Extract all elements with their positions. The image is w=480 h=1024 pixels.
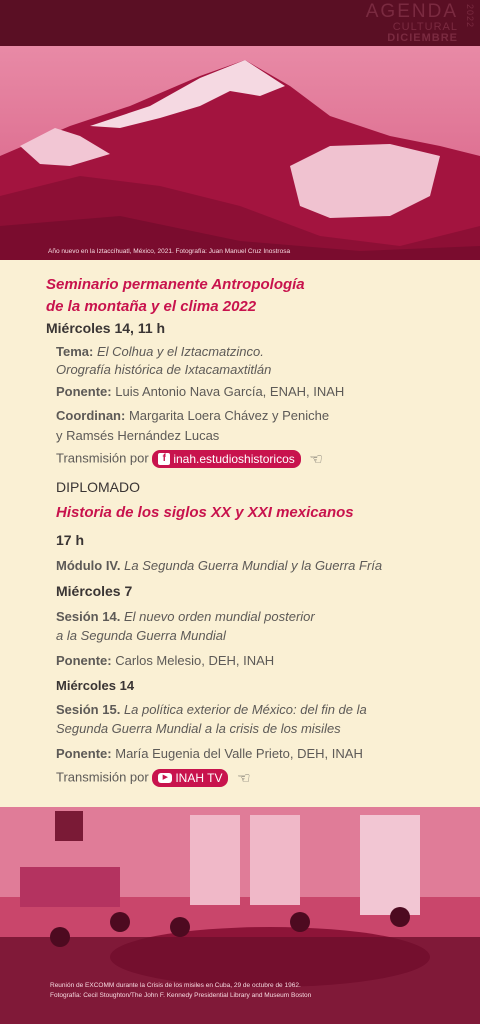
ponente2-name: María Eugenia del Valle Prieto, DEH, INAH [115, 746, 363, 761]
seminario-title-line1: Seminario permanente Antropología [46, 276, 305, 293]
tema-line2: Orografía histórica de Ixtacamaxtitlán [56, 362, 272, 377]
sesion14-line1: El nuevo orden mundial posterior [123, 609, 315, 624]
meeting-photo [0, 807, 480, 1024]
top-banner [0, 0, 480, 46]
youtube-icon: ▶ [158, 773, 172, 783]
coordinan-line1: Margarita Loera Chávez y Peniche [128, 408, 330, 423]
inahtv-channel-name: INAH TV [175, 771, 223, 785]
month-word: DICIEMBRE [387, 32, 458, 44]
facebook-channel-link[interactable] [152, 450, 300, 468]
mountain-illustration [0, 46, 480, 260]
diplomado-label: DIPLOMADO [56, 479, 141, 495]
sesion15-line2: Segunda Guerra Mundial a la crisis de los misiles [56, 721, 341, 736]
coordinan-label: Coordinan: [56, 408, 126, 423]
day1-label: Miércoles 7 [56, 583, 133, 599]
diplomado-title: Historia de los siglos XX y XXI mexicanos [56, 504, 354, 521]
seminario-title-line2: de la montaña y el clima 2022 [46, 298, 257, 315]
facebook-channel-name: inah.estudioshistoricos [173, 452, 295, 466]
transmision2-label: Transmisión por [56, 769, 149, 785]
ponente-label: Ponente: [56, 384, 112, 399]
meeting-caption-line2: Fotografía: Cecil Stoughton/The John F. Kennedy Presidential Library and Museum Boston [50, 992, 312, 999]
coordinan-line2: y Ramsés Hernández Lucas [56, 428, 220, 443]
day2-label: Miércoles 14 [56, 678, 135, 693]
facebook-icon: f [158, 453, 170, 465]
modulo-title: La Segunda Guerra Mundial y la Guerra Fría [124, 558, 383, 573]
mountain-photo [0, 46, 480, 260]
meeting-caption-line1: Reunión de EXCOMM durante la Crisis de los misiles en Cuba, 29 de octubre de 1962. [50, 982, 301, 989]
seminario-date: Miércoles 14, 11 h [46, 320, 166, 336]
transmision-label: Transmisión por [56, 450, 149, 466]
sesion14-label: Sesión 14. [56, 609, 121, 624]
tema-label: Tema: [56, 344, 94, 359]
pointing-hand-icon: ☜ [309, 451, 323, 468]
sesion15-line1: La política exterior de México: del fin de la [123, 702, 367, 717]
events-section [0, 262, 480, 807]
tema-line1: El Colhua y el Iztacmatzinco. [96, 344, 264, 359]
diplomado-hour: 17 h [56, 532, 85, 548]
ponente1-label: Ponente: [56, 653, 112, 668]
inahtv-channel-link[interactable] [152, 769, 228, 787]
agenda-logo [365, 1, 475, 44]
modulo-label: Módulo IV. [56, 558, 121, 573]
sesion15-label: Sesión 15. [56, 702, 121, 717]
hero-caption: Año nuevo en la Iztaccíhuatl, México, 2021. Fotografía: Juan Manuel Cruz Inostrosa [48, 248, 291, 255]
ponente1-name: Carlos Melesio, DEH, INAH [115, 653, 275, 668]
ponente2-label: Ponente: [56, 746, 112, 761]
sesion14-line2: a la Segunda Guerra Mundial [56, 628, 226, 643]
pointing-hand-icon: ☜ [237, 770, 251, 787]
agenda-word: AGENDA [365, 1, 458, 22]
ponente-name: Luis Antonio Nava García, ENAH, INAH [115, 384, 345, 399]
cultural-word: CULTURAL [392, 21, 458, 33]
year-word: 2022 [465, 4, 475, 29]
